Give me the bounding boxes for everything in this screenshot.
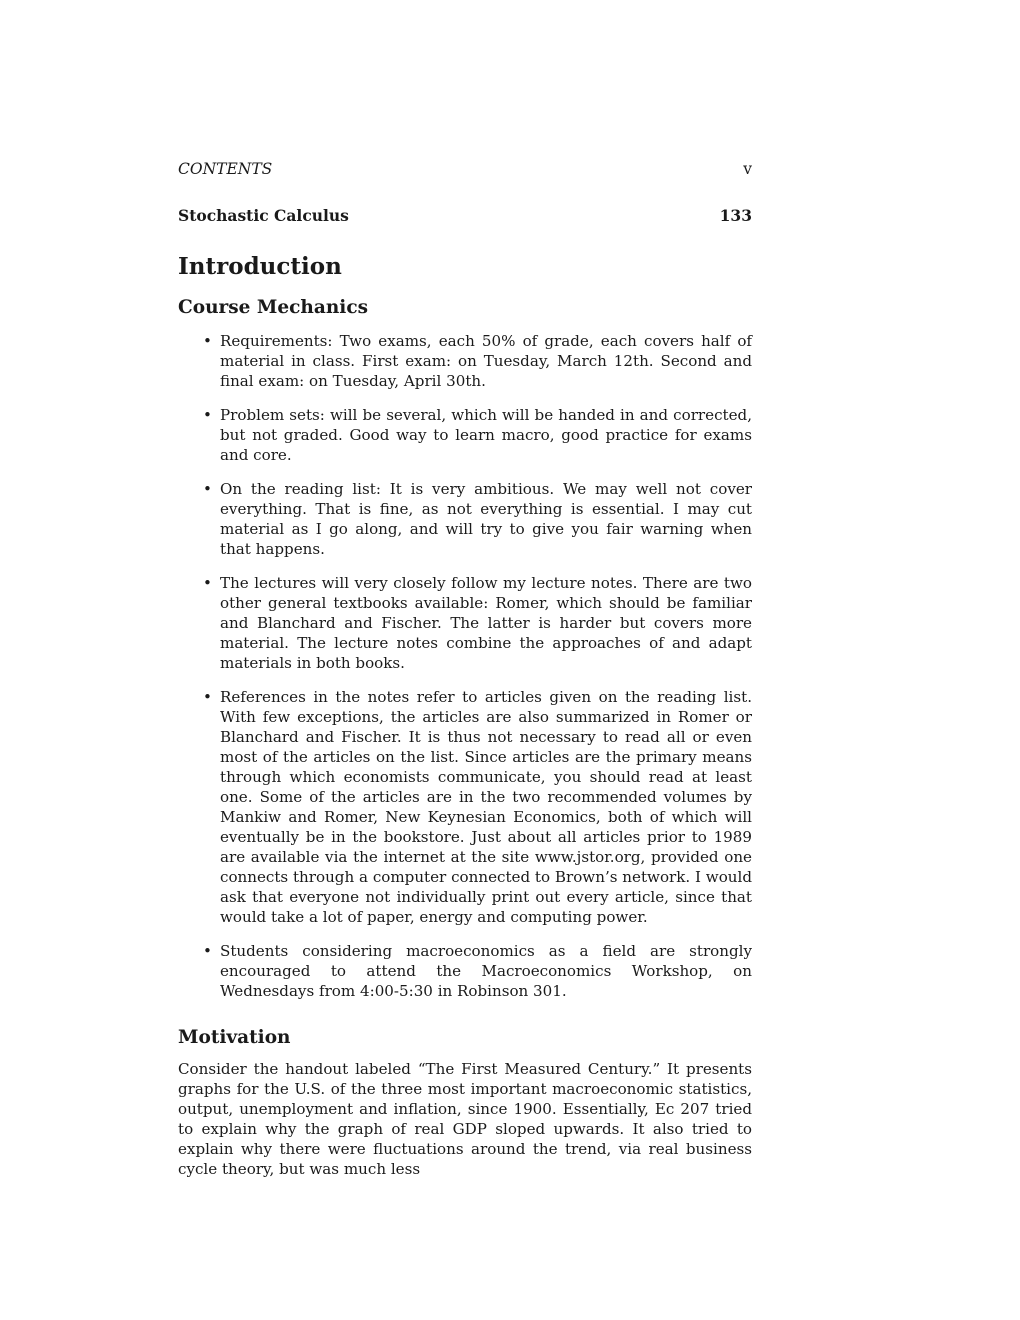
list-item (178, 573, 752, 673)
bullet-icon: • (203, 574, 212, 592)
section-heading-course-mechanics: Course Mechanics (178, 297, 368, 318)
list-item-text: Students considering macroeconomics as a field are strongly encouraged to attend the Macroeconomics Workshop, on Wednesdays from 4:00-5:30 in Robinson 301. (220, 942, 752, 1000)
list-item-text: On the reading list: It is very ambitious. We may well not cover everything. That is fine, as not everything is essential. I may cut material as I go along, and will try to give you fair warning when that happens. (220, 480, 752, 558)
toc-entry-page: 133 (719, 206, 752, 225)
list-item (178, 687, 752, 927)
list-item (178, 941, 752, 1001)
chapter-title: Introduction (178, 253, 342, 280)
bullet-icon: • (203, 942, 212, 960)
list-item-text: Requirements: Two exams, each 50% of grade, each covers half of material in class. First exam: on Tuesday, March 12th. Second and final exam: on Tuesday, April 30th. (220, 332, 752, 390)
bullet-list (178, 331, 752, 1001)
bullet-icon: • (203, 480, 212, 498)
motivation-paragraph: Consider the handout labeled “The First Measured Century.” It presents graphs for the U.S. of the three most important macroeconomic statistics, output, unemployment and inflation, since 1900. Essentially, Ec 207 tried to explain why the graph of real GDP sloped upwards. It also tried to explain why there were fluctuations around the trend, via real business cycle theory, but was much less (178, 1060, 752, 1178)
list-item (178, 331, 752, 391)
bullet-icon: • (203, 688, 212, 706)
list-item-text: Problem sets: will be several, which will be handed in and corrected, but not graded. Good way to learn macro, good practice for exams and core. (220, 406, 752, 464)
list-item (178, 405, 752, 465)
list-item-text: References in the notes refer to articles given on the reading list. With few exceptions, the articles are also summarized in Romer or Blanchard and Fischer. It is thus not necessary to read all or even most of the articles on the list. Since articles are the primary means through which economists communicate, you should read at least one. Some of the articles are in the two recommended volumes by Mankiw and Romer, New Keynesian Economics, both of which will eventually be in the bookstore. Just about all articles prior to 1989 are available via the internet at the site www.jstor.org, provided one connects through a computer connected to Brown’s network. I would ask that everyone not individually print out every article, since that would take a lot of paper, energy and computing power. (220, 688, 752, 926)
page-content (178, 160, 752, 1179)
running-head-title: CONTENTS (178, 160, 273, 178)
running-head (178, 160, 752, 184)
list-item (178, 479, 752, 559)
list-item-text: The lectures will very closely follow my lecture notes. There are two other general textbooks available: Romer, which should be familiar and Blanchard and Fischer. The latter is harder but covers more material. The lecture notes combine the approaches of and adapt materials in both books. (220, 574, 752, 672)
section-heading-motivation: Motivation (178, 1027, 291, 1048)
bullet-icon: • (203, 406, 212, 424)
bullet-icon: • (203, 332, 212, 350)
toc-entry-title: Stochastic Calculus (178, 206, 349, 225)
toc-entry (178, 206, 752, 225)
page-number: v (743, 160, 752, 178)
